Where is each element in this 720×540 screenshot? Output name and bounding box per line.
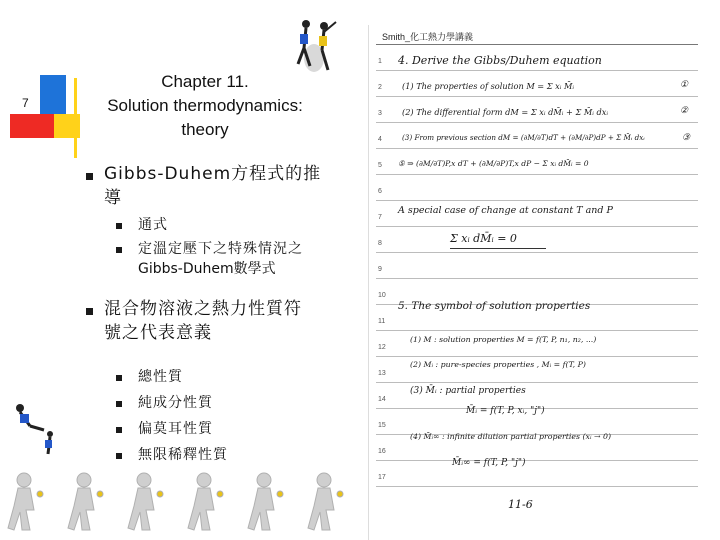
line-number: 1 [378,58,382,65]
note-line: (3) From previous section dM = (∂M/∂T)dT + (∂M/∂P)dP + Σ M̄ᵢ dxᵢ [402,133,645,142]
note-line: (3) M̄ᵢ : partial properties [410,386,526,396]
sub-bullet-square-icon [116,401,122,407]
ruled-line [376,330,698,331]
ruled-line [376,486,698,487]
ruled-line [376,122,698,123]
ruled-line [376,96,698,97]
note-line: A special case of change at constant T and P [398,205,613,216]
sub-bullet-square-icon [116,247,122,253]
line-number: 14 [378,396,386,403]
note-line: M̄ᵢ = f(T, P, xᵢ, "j") [466,406,545,416]
ruled-line [376,174,698,175]
equation-underline [450,248,546,249]
sub-bullet-square-icon [116,427,122,433]
slide-number: 7 [22,96,29,110]
line-number: 6 [378,188,382,195]
bullet-1-line-2: 導 [104,188,122,208]
decor-red-block [10,114,54,138]
walking-figures-icon [0,470,366,536]
ruled-line [376,200,698,201]
sub-bullet-square-icon [116,375,122,381]
ruled-line [376,356,698,357]
bullet-2-sub-4: 無限稀釋性質 [138,447,228,463]
bullet-2-sub-3: 偏莫耳性質 [138,421,213,437]
notes-page [368,25,705,540]
bullet-2-line-1: 混合物溶液之熱力性質符 [104,299,302,319]
line-number: 3 [378,110,382,117]
line-number: 12 [378,344,386,351]
note-line: (2) The differential form dM = Σ xᵢ dM̄ᵢ + Σ M̄ᵢ dxᵢ [402,107,608,117]
ruled-line [376,278,698,279]
line-number: 5 [378,162,382,169]
bullet-2-sub-1: 總性質 [138,369,183,385]
bullet-square-icon [86,308,93,315]
margin-mark: ② [680,106,689,116]
title-line-1: Chapter 11. [161,72,249,91]
note-line: Σ xᵢ dM̄ᵢ = 0 [450,232,517,245]
line-number: 8 [378,240,382,247]
line-number: 16 [378,448,386,455]
ruled-line [376,382,698,383]
slide-title [100,70,310,142]
bullet-1-sub-1: 通式 [138,217,168,233]
note-line: (1) M : solution properties M = f(T, P, n₁, n₂, ...) [410,335,597,344]
sub-bullet-square-icon [116,223,122,229]
page-footer: 11-6 [508,498,533,511]
margin-mark: ③ [682,133,691,143]
note-line: 4. Derive the Gibbs/Duhem equation [398,54,602,67]
note-line: (4) M̄ᵢ∞ : infinite dilution partial properties (xᵢ → 0) [410,432,612,441]
ruled-line [376,226,698,227]
decor-yellow-bar [74,78,77,158]
title-line-3: theory [181,120,229,139]
running-figure-icon [8,400,60,462]
margin-mark: ① [680,80,689,90]
notes-header: Smith_化工熱力學講義 [382,32,474,42]
note-line: (1) The properties of solution M = Σ xᵢ M̄ᵢ [402,81,575,91]
ruled-line [376,148,698,149]
bullet-2 [104,297,302,345]
title-line-2: Solution thermodynamics: [107,96,303,115]
line-number: 15 [378,422,386,429]
line-number: 7 [378,214,382,221]
bullet-2-line-2: 號之代表意義 [104,323,212,343]
bullet-1-sub-2-line-1: 定溫定壓下之特殊情況之 [138,241,303,257]
note-line: (2) Mᵢ : pure-species properties , Mᵢ = f(T, P) [410,360,586,369]
line-number: 11 [378,318,386,325]
bullet-1-sub-2 [138,239,303,279]
line-number: 10 [378,292,386,299]
bullet-1-sub-2-line-2: Gibbs-Duhem數學式 [138,261,276,277]
sub-bullet-square-icon [116,453,122,459]
line-number: 9 [378,266,382,273]
bullet-1 [104,162,321,210]
line-number: 13 [378,370,386,377]
bullet-2-sub-2: 純成分性質 [138,395,213,411]
line-number: 17 [378,474,386,481]
ruled-line [376,252,698,253]
ruled-line [376,460,698,461]
line-number: 2 [378,84,382,91]
bullet-square-icon [86,173,93,180]
note-line: ⑤ ⇒ (∂M/∂T)P,x dT + (∂M/∂P)T,x dP − Σ xᵢ dM̄ᵢ = 0 [398,159,589,168]
note-line: M̄ᵢ∞ = f(T, P, "j") [452,458,526,468]
ruled-line [376,70,698,71]
line-number: 4 [378,136,382,143]
bullet-1-line-1: Gibbs-Duhem方程式的推 [104,164,322,184]
note-line: 5. The symbol of solution properties [398,300,591,312]
header-rule [376,44,698,45]
